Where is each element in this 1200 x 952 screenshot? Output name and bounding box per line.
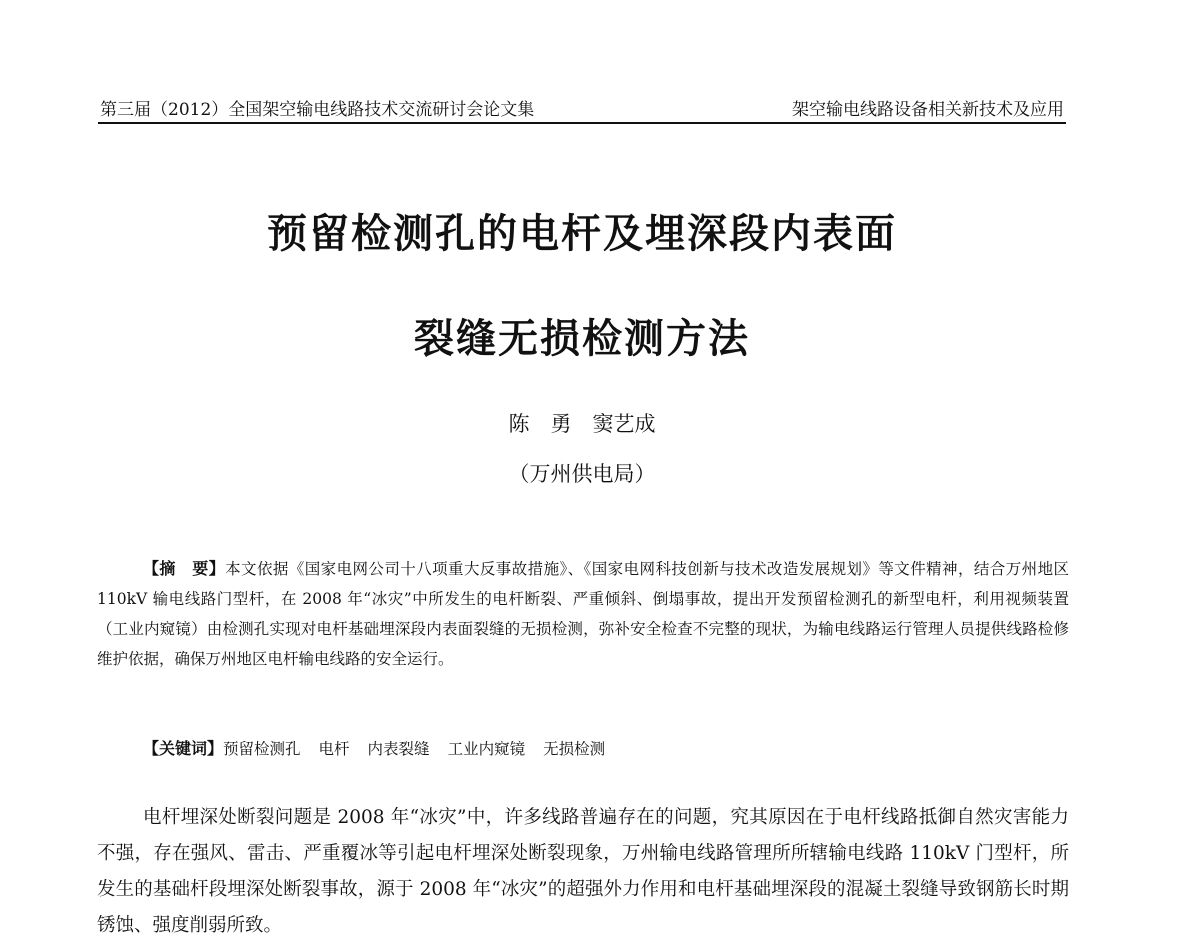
running-header [98,92,1066,124]
authors: 陈 勇 窦艺成 [508,412,656,436]
affiliation: （万州供电局） [508,462,656,486]
header-section-title: 架空输电线路设备相关新技术及应用 [792,100,1064,120]
keyword-term: 预留检测孔 [223,740,301,758]
body-paragraph: 电杆埋深处断裂问题是 2008 年“冰灾”中，许多线路普遍存在的问题，究其原因在于电杆线路抵御自然灾害能力不强，存在强风、雷击、严重覆冰等引起电杆埋深处断裂现象，万州输电线路管理所所辖输电线路 110kV 门型杆，所发生的基础杆段埋深处断裂事故，源于 2008 年“冰灾”的超强外力作用和电杆基础埋深段的混凝土裂缝导致钢筋长时期锈蚀、强度削弱所致。 [97,807,1069,936]
keyword-term: 无损检测 [543,740,606,758]
keyword-term: 内表裂缝 [367,740,430,758]
keywords-label: 【关键词】 [143,739,224,758]
keywords [97,734,1069,764]
abstract-label: 【摘 要】 [143,559,226,578]
abstract-text: 本文依据《国家电网公司十八项重大反事故措施》、《国家电网科技创新与技术改造发展规划》等文件精神，结合万州地区 110kV 输电线路门型杆，在 2008 年“冰灾”中所发生的电杆断裂、严重倾斜、倒塌事故，提出开发预留检测孔的新型电杆，利用视频装置（工业内窥镜）由检测孔实现对电杆基础埋深段内表面裂缝的无损检测，弥补安全检查不完整的现状，为输电线路运行管理人员提供线路检修维护依据，确保万州地区电杆输电线路的安全运行。 [97,560,1069,668]
paper-title-line-1: 预留检测孔的电杆及埋深段内表面 [267,211,897,257]
keyword-term: 工业内窥镜 [447,740,526,758]
header-proceedings-title: 第三届（2012）全国架空输电线路技术交流研讨会论文集 [100,100,535,120]
abstract [97,554,1069,674]
paper-title-line-2: 裂缝无损检测方法 [414,316,750,362]
keyword-term: 电杆 [318,740,350,758]
